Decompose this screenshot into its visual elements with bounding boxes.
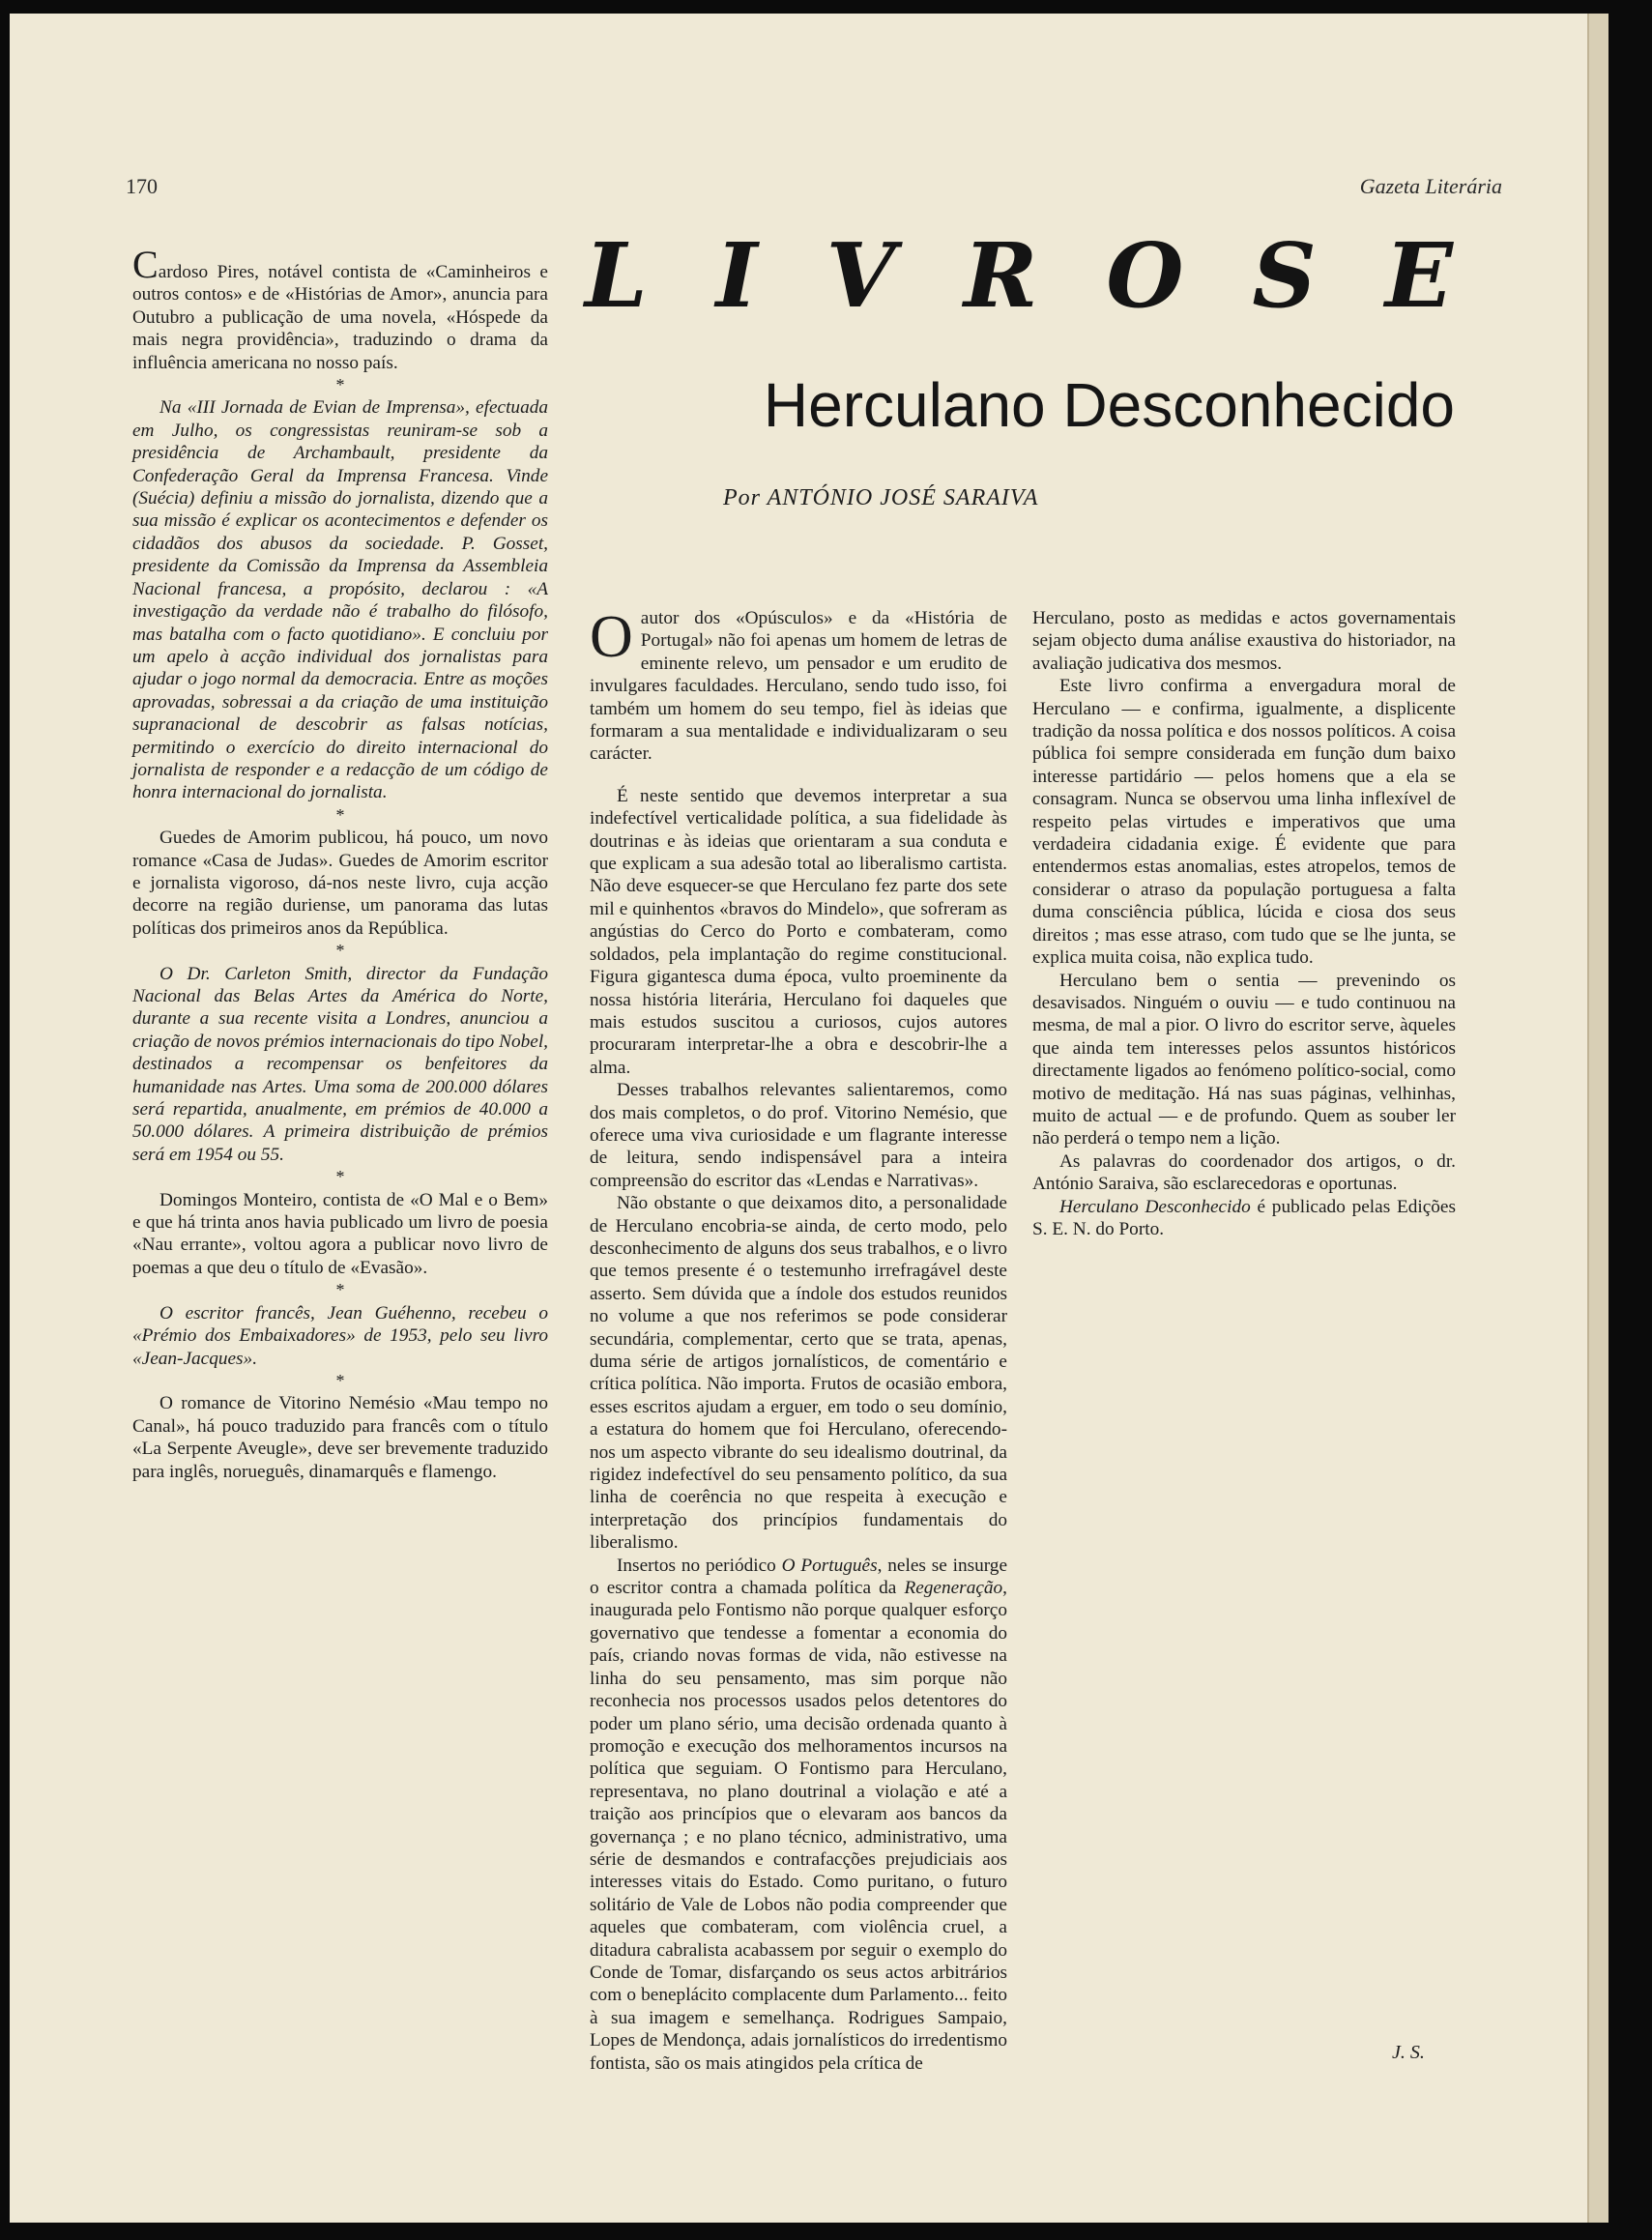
note-paragraph: O Dr. Carleton Smith, director da Fundação Nacional das Belas Artes da América do Norte, durante a sua recente visita a Londres, anunciou a criação de novos prémios internacionais do tipo Nobel, destinados a recompensar os benfeitores da humanidade nas Artes. Uma soma de 200.000 dólares será repartida, anualmente, em prémios de 40.000 a 50.000 dólares. A primeira distribuição de prémios será em 1954 ou 55.	[132, 963, 548, 1165]
separator-star: *	[335, 1370, 345, 1390]
article-paragraph: Oautor dos «Opúsculos» e da «História de Portugal» não foi apenas um homem de letras de eminente relevo, um pensador e um erudito de invulgares faculdades. Herculano, sendo tudo isso, foi também um homem do seu tempo, fiel às ideias que formaram a sua mentalidade e individualizaram o seu carácter.	[590, 604, 1007, 765]
byline-prefix: Por	[723, 485, 761, 510]
next-page-edge	[1587, 14, 1609, 2223]
article-paragraph-continued: Herculano, posto as medidas e actos governamentais sejam objecto duma análise exaustiva do historiador, na avaliação judicativa dos mesmos.	[1032, 608, 1456, 674]
note-paragraph: Domingos Monteiro, contista de «O Mal e o Bem» e que há trinta anos havia publicado um livro de poesia «Nau errante», voltou agora a publicar novo livro de poemas a que deu o título de «Evasão».	[132, 1189, 548, 1278]
banner-letter: L	[585, 223, 650, 328]
banner-letter: S	[1252, 223, 1319, 328]
article-paragraph: Este livro confirma a envergadura moral de Herculano — e confirma, igualmente, a displicente tradição da nossa política e dos nossos políticos. A coisa pública foi sempre considerada em função dum baixo interesse partidário — pelos homens que a ela se consagram. Nunca se observou uma linha inflexível de respeito pelas virtudes e imperativos que uma verdadeira cidadania exige. É evidente que para entendermos estas anomalias, estes atropelos, temos de considerar o atraso da população portuguesa a falta duma consciência pública, lúcida e ciosa dos seus direitos ; mas esse atraso, com tudo que se lhe junta, se explica muita coisa, não explica tudo.	[1032, 676, 1456, 969]
banner-letter: V	[826, 223, 897, 328]
note-paragraph: O escritor francês, Jean Guéhenno, recebeu o «Prémio dos Embaixadores» de 1953, pelo seu livro «Jean-Jacques».	[132, 1302, 548, 1369]
article-paragraph: Herculano bem o sentia — prevenindo os desavisados. Ninguém o ouviu — e tudo continuou na mesma, de mal a pior. O livro do escritor serve, àqueles que ainda tem interesses pelos assuntos históricos directamente ligados ao fenómeno político-social, como motivo de meditação. Há nas suas páginas, velhinhas, muito de actual — e de profundo. Quem as souber ler não perderá o tempo nem a lição.	[1032, 970, 1456, 1149]
byline-author: ANTÓNIO JOSÉ SARAIVA	[767, 485, 1039, 510]
article-title: Herculano Desconhecido	[763, 370, 1455, 440]
note-paragraph: O romance de Vitorino Nemésio «Mau tempo no Canal», há pouco traduzido para francês com o título «La Serpente Aveugle», deve ser brevemente traduzido para inglês, norueguês, dinamarquês e flamengo.	[132, 1393, 548, 1482]
article-paragraph: É neste sentido que devemos interpretar a sua indefectível verticalidade política, a sua fidelidade às doutrinas e às ideias que orientaram a sua conduta e que explicam a sua adesão total ao liberalismo cartista. Não deve esquecer-se que Herculano fez parte dos sete mil e quinhentos «bravos do Mindelo», que sofreram as angústias do Cerco do Porto e combateram, como soldados, pela implantação do regime constitucional. Figura gigantesca duma época, vulto proeminente da nossa história literária, Herculano foi daqueles que mais estudos suscitou a curiosos, cujos autores procuraram interpretar-lhe a obra e descobrir-lhe a alma.	[590, 785, 1007, 1078]
article-byline	[723, 485, 1303, 511]
article-signature: J. S.	[1392, 2042, 1425, 2063]
article-paragraph: Herculano Desconhecido é publicado pelas Edições S. E. N. do Porto.	[1032, 1196, 1456, 1239]
note-paragraph: Guedes de Amorim publicou, há pouco, um novo romance «Casa de Judas». Guedes de Amorim escritor e jornalista vigoroso, dá-nos neste livro, cuja acção decorre na região duriense, um panorama das lutas políticas dos primeiros anos da República.	[132, 828, 548, 939]
banner-letter: I	[715, 223, 760, 328]
banner-letter: R	[963, 223, 1040, 328]
section-banner	[585, 223, 1455, 328]
note-initial: C	[132, 243, 159, 286]
separator-star: *	[335, 1280, 345, 1300]
article-paragraph: Não obstante o que deixamos dito, a personalidade de Herculano encobria-se ainda, de certo modo, pelo desconhecimento de alguns dos seus trabalhos, e o livro que temos presente é o testemunho irrefragável deste asserto. Sem dúvida que a índole dos estudos reunidos no volume a que nos referimos se pode considerar secundária, complementar, certo que se trata, apenas, duma série de artigos jornalísticos, de comentário e crítica política. Não importa. Frutos de ocasião embora, esses escritos ajudam a erguer, em todo o seu domínio, a estatura do homem que foi Herculano, oferecendo-nos um aspecto vibrante do seu idealismo doutrinal, da rigidez indefectível do seu pensamento político, da sua linha de coerência no que respeita à execução e interpretação dos princípios fundamentais do liberalismo.	[590, 1193, 1007, 1554]
note-paragraph: Cardoso Pires, notável contista de «Caminheiros e outros contos» e de «Histórias de Amor», anuncia para Outubro a publicação de uma novela, «Hóspede da mais negra providência», traduzindo o drama da influência americana no nosso país.	[132, 243, 548, 373]
banner-letter: O	[1106, 223, 1186, 328]
drop-cap: O	[590, 604, 633, 670]
article-paragraph: Desses trabalhos relevantes salientaremos, como dos mais completos, o do prof. Vitorino Nemésio, que oferece uma viva curiosidade e um flagrante interesse de leitura, sendo indispensável para a inteira compreensão do escritor das «Lendas e Narrativas».	[590, 1080, 1007, 1191]
banner-letter: E	[1384, 223, 1455, 328]
publication-name: Gazeta Literária	[1359, 174, 1502, 198]
article-column-1	[590, 604, 1007, 2075]
notes-column	[132, 243, 548, 1483]
page-number: 170	[126, 174, 158, 198]
article-paragraph: As palavras do coordenador dos artigos, o dr. António Saraiva, são esclarecedoras e oportunas.	[1032, 1150, 1456, 1195]
article-column-2	[1032, 607, 1456, 1240]
note-paragraph: Na «III Jornada de Evian de Imprensa», efectuada em Julho, os congressistas reuniram-se sob a presidência de Archambault, presidente da Confederação Geral da Imprensa Francesa. Vinde (Suécia) definiu a missão do jornalista, dizendo que a sua missão é explicar os acontecimentos e defender os cidadãos dos abusos da sociedade. P. Gosset, presidente da Comissão da Imprensa da Assembleia Nacional francesa, a propósito, declarou : «A investigação da verdade não é trabalho do filósofo, mas batalha com o facto quotidiano». E concluiu por um apelo à acção individual dos jornalistas para ajudar o jogo normal da democracia. Entre as moções aprovadas, sobressai a da criação de uma instituição supranacional de descobrir as falsas notícias, permitindo o exercício do direito internacional do jornalista de responder e a redacção de um código de honra internacional do jornalista.	[132, 397, 548, 803]
separator-star: *	[335, 1167, 345, 1187]
separator-star: *	[335, 375, 345, 395]
separator-star: *	[335, 804, 345, 825]
separator-star: *	[335, 941, 345, 961]
article-paragraph: Insertos no periódico O Português, neles se insurge o escritor contra a chamada política da Regeneração, inaugurada pelo Fontismo não porque qualquer esforço governativo que tendesse a fomentar a economia do país, criando novas formas de vida, não estivesse na linha do seu pensamento, mas sim porque não reconhecia nos processos usados pelos detentores do poder um plano sério, uma decisão ordenada quanto à promoção e execução dos melhoramentos incursos na política que seguiam. O Fontismo para Herculano, representava, no plano doutrinal a violação e até a traição aos princípios que o elevaram aos bancos da governança ; e no plano técnico, administrativo, uma série de desmandos e contrafacções prejudiciais aos interesses vitais do Estado. Como puritano, o futuro solitário de Vale de Lobos não podia compreender que aqueles que combateram, com violência cruel, a ditadura cabralista acabassem por seguir o exemplo do Conde de Tomar, disfarçando os seus actos arbitrários com o beneplácito complacente dum Parlamento... feito à sua imagem e semelhança. Rodrigues Sampaio, Lopes de Mendonça, adais jornalísticos do irredentismo fontista, são os mais atingidos pela crítica de	[590, 1555, 1007, 2074]
